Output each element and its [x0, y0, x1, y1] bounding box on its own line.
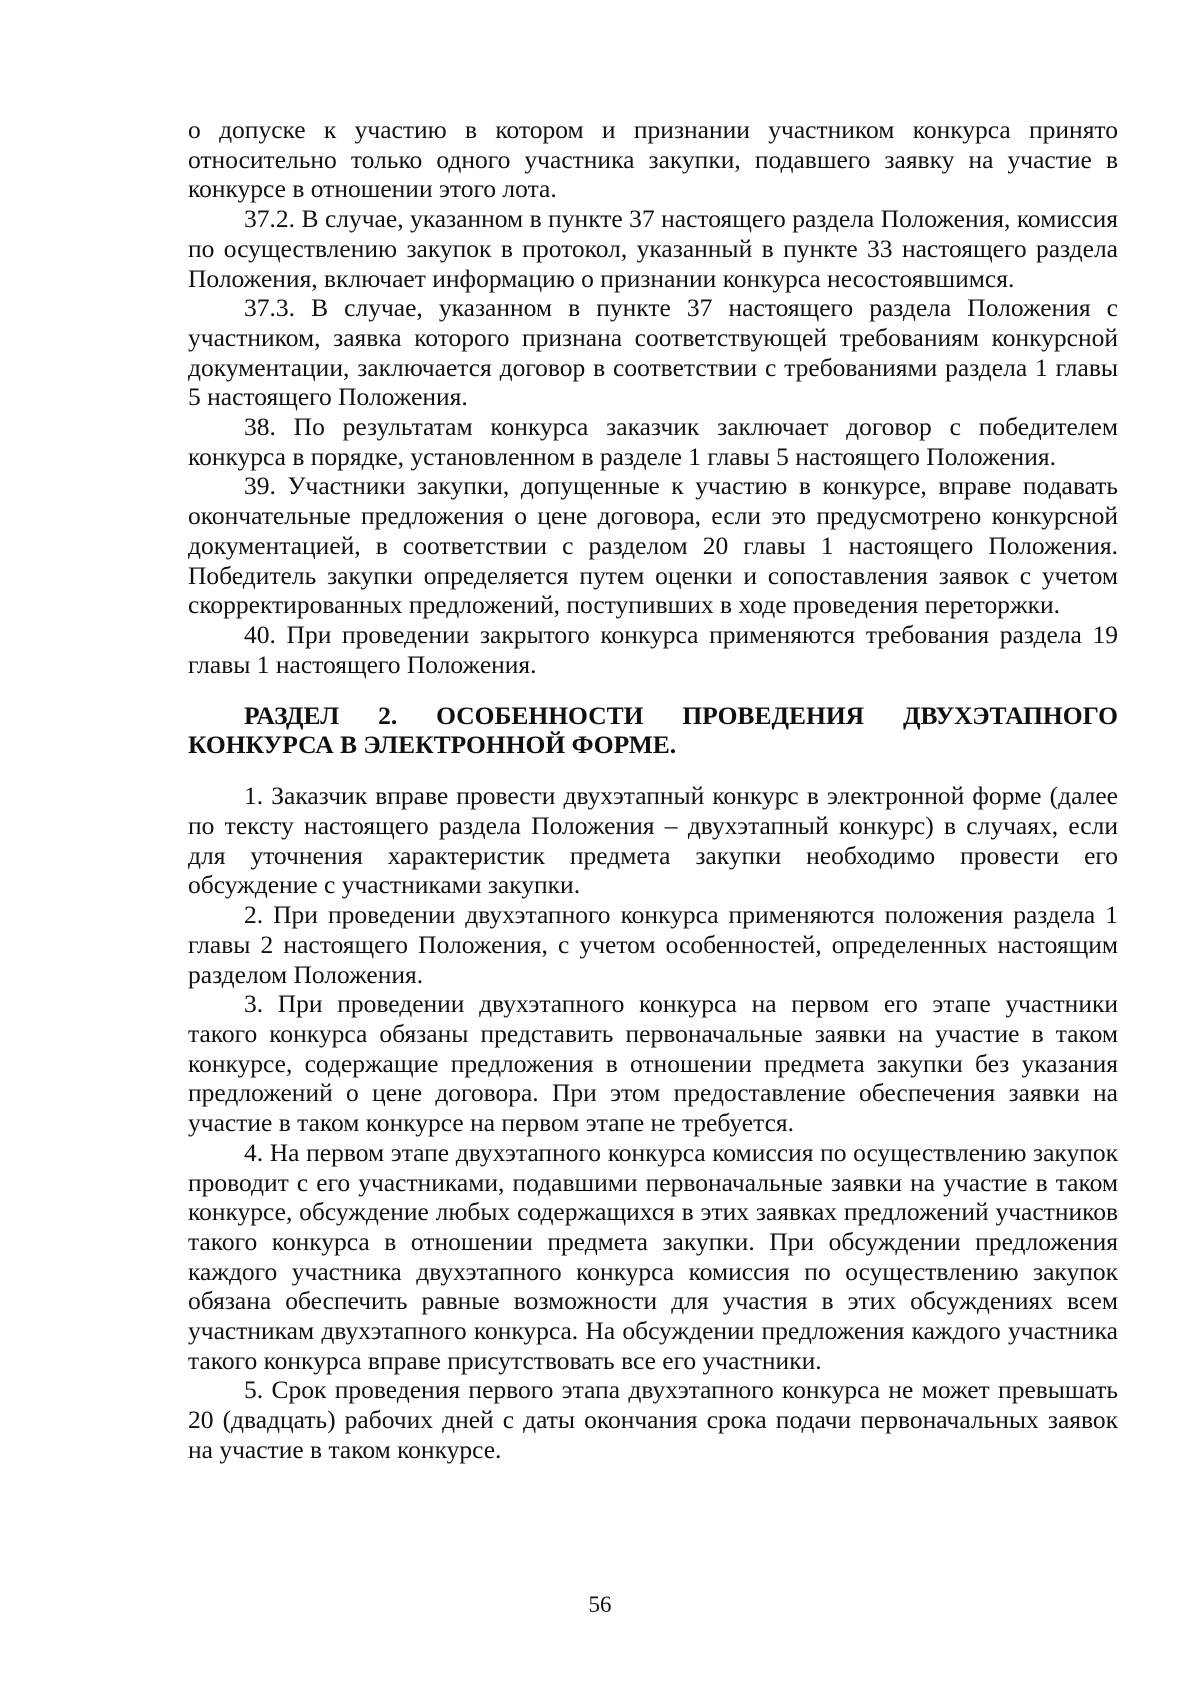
section-heading: РАЗДЕЛ 2. ОСОБЕННОСТИ ПРОВЕДЕНИЯ ДВУХЭТАПНОГО КОНКУРСА В ЭЛЕКТРОННОЙ ФОРМЕ. [188, 701, 1118, 760]
paragraph-37-3: 37.3. В случае, указанном в пункте 37 настоящего раздела Положения с участником, заявка которого признана соответствующей требованиям конкурсной документации, заключается договор в соответствии с требованиями раздела 1 главы 5 настоящего Положения. [188, 293, 1118, 412]
paragraph-40: 40. При проведении закрытого конкурса применяются требования раздела 19 главы 1 настоящего Положения. [188, 619, 1118, 679]
paragraph-38: 38. По результатам конкурса заказчик заключает договор с победителем конкурса в порядке, установленном в разделе 1 главы 5 настоящего Положения. [188, 412, 1118, 471]
paragraph-37-2: 37.2. В случае, указанном в пункте 37 настоящего раздела Положения, комиссия по осуществлению закупок в протокол, указанный в пункте 33 настоящего раздела Положения, включает информацию о признании конкурса несостоявшимся. [188, 204, 1118, 293]
paragraph-section-1: 1. Заказчик вправе провести двухэтапный конкурс в электронной форме (далее по тексту настоящего раздела Положения – двухэтапный конкурс) в случаях, если для уточнения характеристик предмета закупки необходимо провести его обсуждение с участниками закупки. [188, 781, 1118, 900]
paragraph-section-3: 3. При проведении двухэтапного конкурса на первом его этапе участники такого конкурса обязаны представить первоначальные заявки на участие в таком конкурсе, содержащие предложения в отношении предмета закупки без указания предложений о цене договора. При этом предоставление обеспечения заявки на участие в таком конкурсе на первом этапе не требуется. [188, 989, 1118, 1138]
paragraph-section-5: 5. Срок проведения первого этапа двухэтапного конкурса не может превышать 20 (двадцать) рабочих дней с даты окончания срока подачи первоначальных заявок на участие в таком конкурсе. [188, 1375, 1118, 1464]
document-page [188, 115, 1118, 1465]
page-number: 56 [588, 1592, 612, 1617]
paragraph-section-2: 2. При проведении двухэтапного конкурса применяются положения раздела 1 главы 2 настоящего Положения, с учетом особенностей, определенных настоящим разделом Положения. [188, 900, 1118, 989]
paragraph-continuation: о допуске к участию в котором и признании участником конкурса принято относительно только одного участника закупки, подавшего заявку на участие в конкурсе в отношении этого лота. [188, 115, 1118, 204]
paragraph-section-4: 4. На первом этапе двухэтапного конкурса комиссия по осуществлению закупок проводит с его участниками, подавшими первоначальные заявки на участие в таком конкурсе, обсуждение любых содержащихся в этих заявках предложений участников такого конкурса в отношении предмета закупки. При обсуждении предложения каждого участника двухэтапного конкурса комиссия по осуществлению закупок обязана обеспечить равные возможности для участия в этих обсуждениях всем участникам двухэтапного конкурса. На обсуждении предложения каждого участника такого конкурса вправе присутствовать все его участники. [188, 1137, 1118, 1375]
paragraph-39: 39. Участники закупки, допущенные к участию в конкурсе, вправе подавать окончательные предложения о цене договора, если это предусмотрено конкурсной документацией, в соответствии с разделом 20 главы 1 настоящего Положения. Победитель закупки определяется путем оценки и сопоставления заявок с учетом скорректированных предложений, поступивших в ходе проведения переторжки. [188, 471, 1118, 620]
